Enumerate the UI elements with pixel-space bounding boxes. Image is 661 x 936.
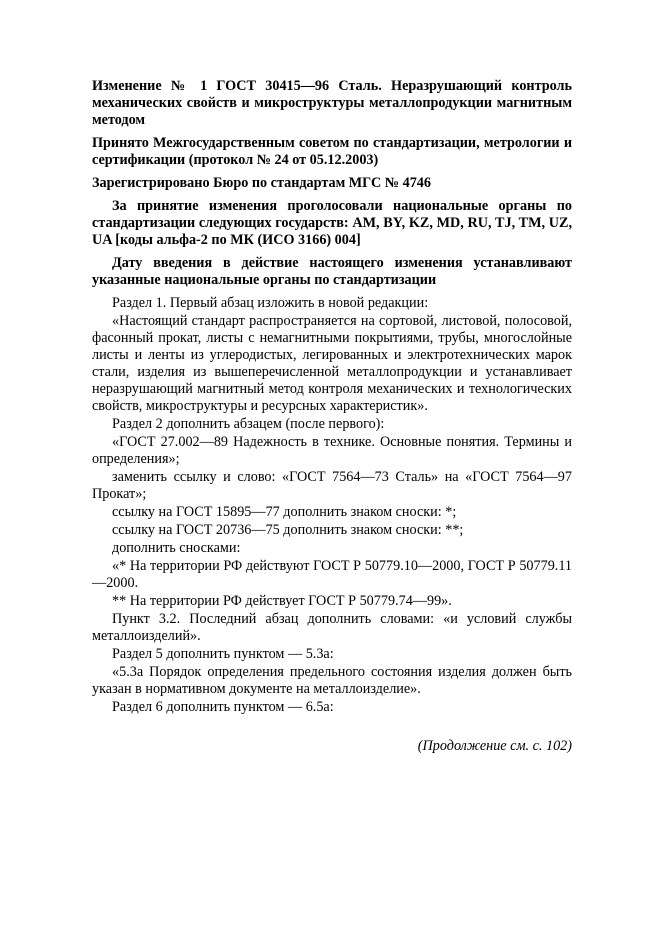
adopted-by: Принято Межгосударственным советом по стандартизации, метрологии и сертификации (протокол № 24 от 05.12.2003) (92, 135, 572, 168)
body-paragraph: Раздел 2 дополнить абзацем (после первого): (112, 416, 385, 432)
body-paragraph: Раздел 6 дополнить пунктом — 6.5а: (112, 699, 334, 715)
body-paragraph: Раздел 5 дополнить пунктом — 5.3а: (112, 646, 334, 662)
amendment-title: Изменение № 1 ГОСТ 30415—96 Сталь. Неразрушающий контроль механических свойств и микроструктуры металлопродукции магнитным методом (92, 78, 572, 128)
body-paragraph: дополнить сносками: (112, 540, 241, 556)
body-paragraph: «Настоящий стандарт распространяется на сортовой, листовой, полосовой, фасонный прокат, листы с немагнитными покрытиями, трубы, многослойные листы и ленты из углеродистых, легированных и электротехнических марок стали, изделия из вышеперечисленной металлопродукции и устанавливает неразрушающий магнитный метод контроля механических и технологических свойств, микроструктуры и ресурсных характеристик». (92, 313, 572, 414)
body-paragraph: заменить ссылку и слово: «ГОСТ 7564—73 Сталь» на «ГОСТ 7564—97 Прокат»; (92, 469, 572, 502)
continuation-note: (Продолжение см. с. 102) (417, 738, 572, 754)
effective-date-note: Дату введения в действие настоящего изменения устанавливают указанные национальные органы по стандартизации (92, 255, 572, 288)
document-page (92, 78, 572, 756)
body-paragraph: ссылку на ГОСТ 15895—77 дополнить знаком сноски: *; (112, 504, 457, 520)
voting-states: За принятие изменения проголосовали национальные органы по стандартизации следующих государств: AM, BY, KZ, MD, RU, TJ, TM, UZ, UA [коды альфа-2 по МК (ИСО 3166) 004] (92, 198, 572, 248)
body-paragraph: Пункт 3.2. Последний абзац дополнить словами: «и условий службы металлоизделий». (92, 611, 572, 644)
body-paragraph: «ГОСТ 27.002—89 Надежность в технике. Основные понятия. Термины и определения»; (92, 434, 572, 467)
body-paragraph: «5.3а Порядок определения предельного состояния изделия должен быть указан в нормативном документе на металлоизделие». (92, 664, 572, 697)
body-paragraph: ссылку на ГОСТ 20736—75 дополнить знаком сноски: **; (112, 522, 464, 538)
footnote-text: ** На территории РФ действует ГОСТ Р 50779.74—99». (112, 593, 452, 609)
registered-by: Зарегистрировано Бюро по стандартам МГС № 4746 (92, 175, 431, 191)
body-paragraph: Раздел 1. Первый абзац изложить в новой редакции: (112, 295, 429, 311)
footnote-text: «* На территории РФ действуют ГОСТ Р 50779.10—2000, ГОСТ Р 50779.11—2000. (92, 558, 572, 591)
